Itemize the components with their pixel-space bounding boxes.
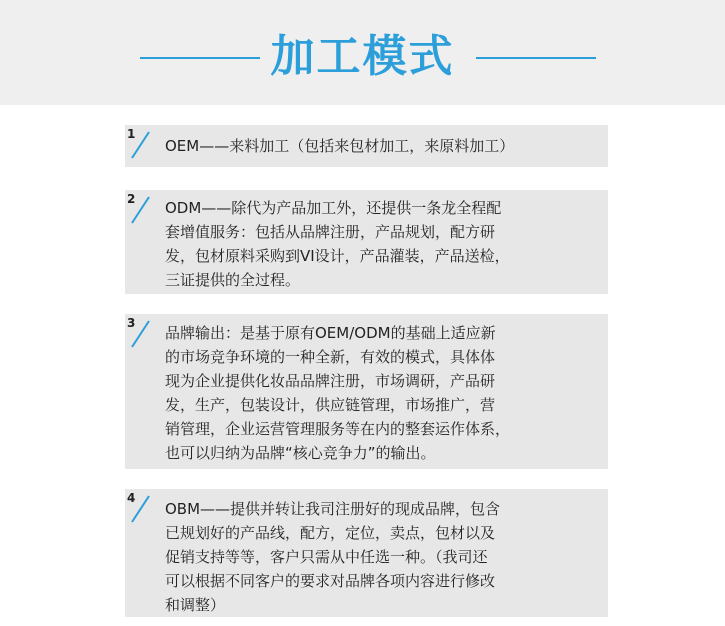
mode-card-odm	[125, 190, 608, 294]
slash-icon	[129, 494, 151, 524]
item-text: 品牌输出：是基于原有OEM/ODM的基础上适应新 的市场竞争环境的一种全新，有效的模式，具体体 现为企业提供化妆品品牌注册，市场调研，产品研 发，生产，包装设计，供应链管理，市场推广，营 销管理，企业运营管理服务等在内的整套运作体系， 也可以归纳为品牌“核心竞争力”的输出。	[165, 324, 511, 462]
page-title: 加工模式	[270, 31, 455, 82]
title-divider-right	[476, 57, 596, 59]
slash-icon	[129, 319, 151, 349]
item-number: 4	[127, 491, 136, 505]
mode-card-brand-output	[125, 314, 608, 469]
item-text: ODM——除代为产品加工外，还提供一条龙全程配 套增值服务：包括从品牌注册，产品规划，配方研 发，包材原料采购到VI设计，产品灌装，产品送检， 三证提供的全过程。	[165, 199, 510, 289]
item-text: OBM——提供并转让我司注册好的现成品牌，包含 已规划好的产品线，配方，定位，卖点，包材以及 促销支持等等，客户只需从中任选一种。（我司还 可以根据不同客户的要求对品牌各项内容进行修改 和调整）	[165, 500, 501, 614]
mode-card-obm	[125, 489, 608, 617]
header-band	[0, 0, 725, 105]
item-text: OEM——来料加工（包括来包材加工，来原料加工）	[165, 137, 515, 155]
item-number: 1	[127, 127, 136, 141]
slash-icon	[129, 195, 151, 225]
mode-card-oem	[125, 125, 608, 167]
item-number: 2	[127, 192, 136, 206]
slash-icon	[129, 130, 151, 160]
item-number: 3	[127, 316, 136, 330]
